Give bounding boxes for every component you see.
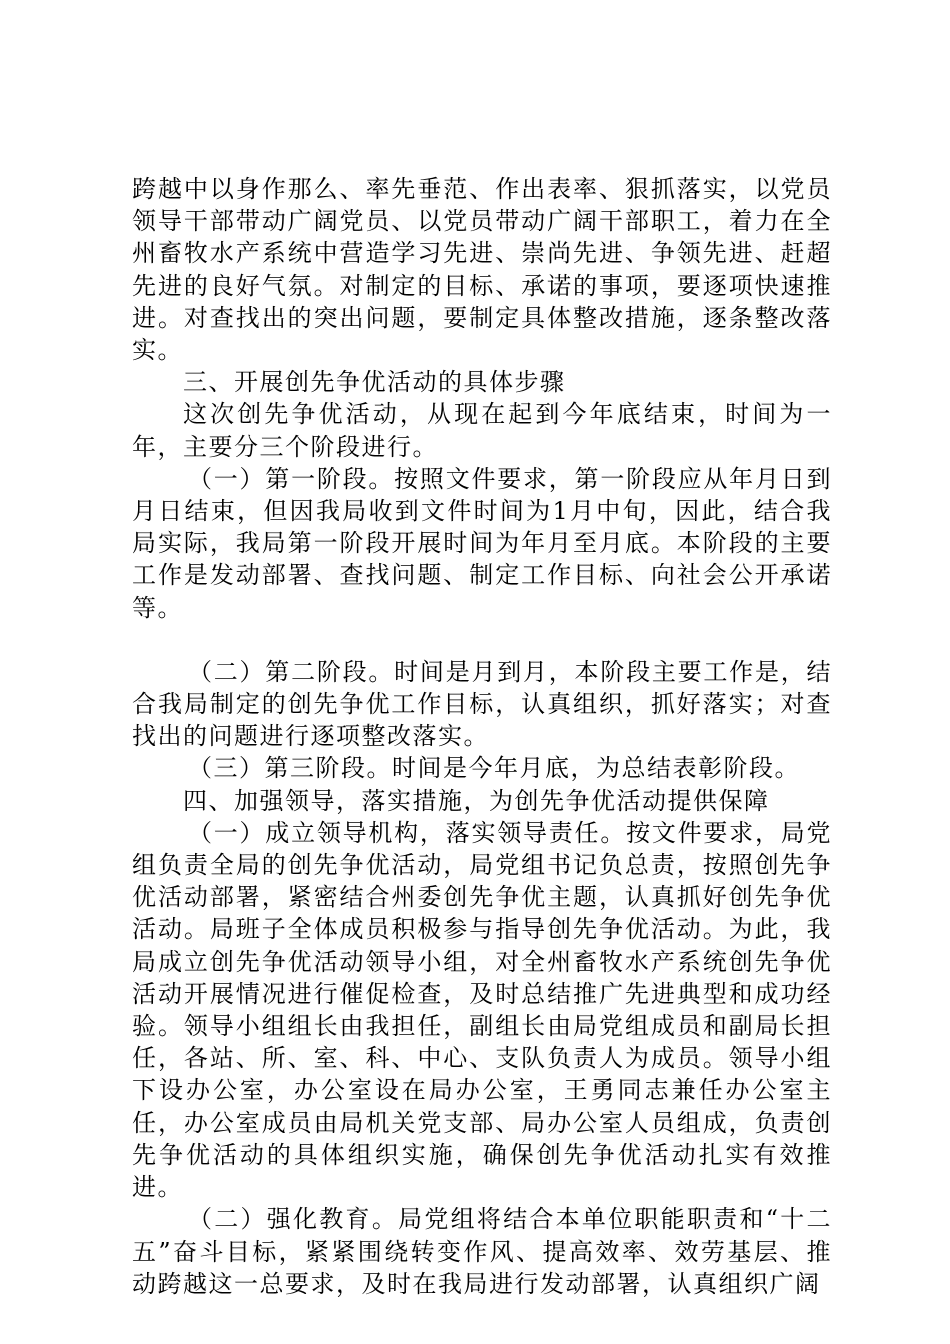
section-heading-leadership: 四、加强领导，落实措施，为创先争优活动提供保障 [183,786,770,815]
paragraph-overview: 这次创先争优活动，从现在起到今年底结束，时间为一年，主要分三个阶段进行。 [132,400,832,461]
document-body [132,173,832,1300]
paragraph-stage-three: （三）第三阶段。时间是今年月底，为总结表彰阶段。 [188,754,800,783]
paragraph-leadership-organization: （一）成立领导机构，落实领导责任。按文件要求，局党组负责全局的创先争优活动，局党组书记负总责，按照创先争优活动部署，紧密结合州委创先争优主题，认真抓好创先争优活动。局班子全体成员积极参与指导创先争优活动。为此，我局成立创先争优活动领导小组，对全州畜牧水产系统创先争优活动开展情况进行催促检查，及时总结推广先进典型和成功经验。领导小组组长由我担任，副组长由局党组成员和副局长担任，各站、所、室、科、中心、支队负责人为成员。领导小组下设办公室，办公室设在局办公室，王勇同志兼任办公室主任，办公室成员由局机关党支部、局办公室人员组成，负责创先争优活动的具体组织实施，确保创先争优活动扎实有效推进。 [132,818,832,1202]
paragraph-continuation: 跨越中以身作那么、率先垂范、作出表率、狠抓落实，以党员领导干部带动广阔党员、以党员带动广阔干部职工，着力在全州畜牧水产系统中营造学习先进、崇尚先进、争领先进、赶超先进的良好气氛。对制定的目标、承诺的事项，要逐项快速推进。对查找出的突出问题，要制定具体整改措施，逐条整改落实。 [132,175,832,365]
paragraph-education: （二）强化教育。局党组将结合本单位职能职责和“十二五”奋斗目标，紧紧围绕转变作风、提高效率、效劳基层、推动跨越这一总要求，及时在我局进行发动部署，认真组织广阔 [132,1205,832,1298]
paragraph-stage-two: （二）第二阶段。时间是月到月，本阶段主要工作是，结合我局制定的创先争优工作目标，认真组织，抓好落实；对查找出的问题进行逐项整改落实。 [132,657,832,751]
section-heading-steps: 三、开展创先争优活动的具体步骤 [183,368,566,397]
paragraph-stage-one: （一）第一阶段。按照文件要求，第一阶段应从年月日到月日结束，但因我局收到文件时间为1月中旬，因此，结合我局实际，我局第一阶段开展时间为年月至月底。本阶段的主要工作是发动部署、查找问题、制定工作目标、向社会公开承诺等。 [132,464,832,622]
